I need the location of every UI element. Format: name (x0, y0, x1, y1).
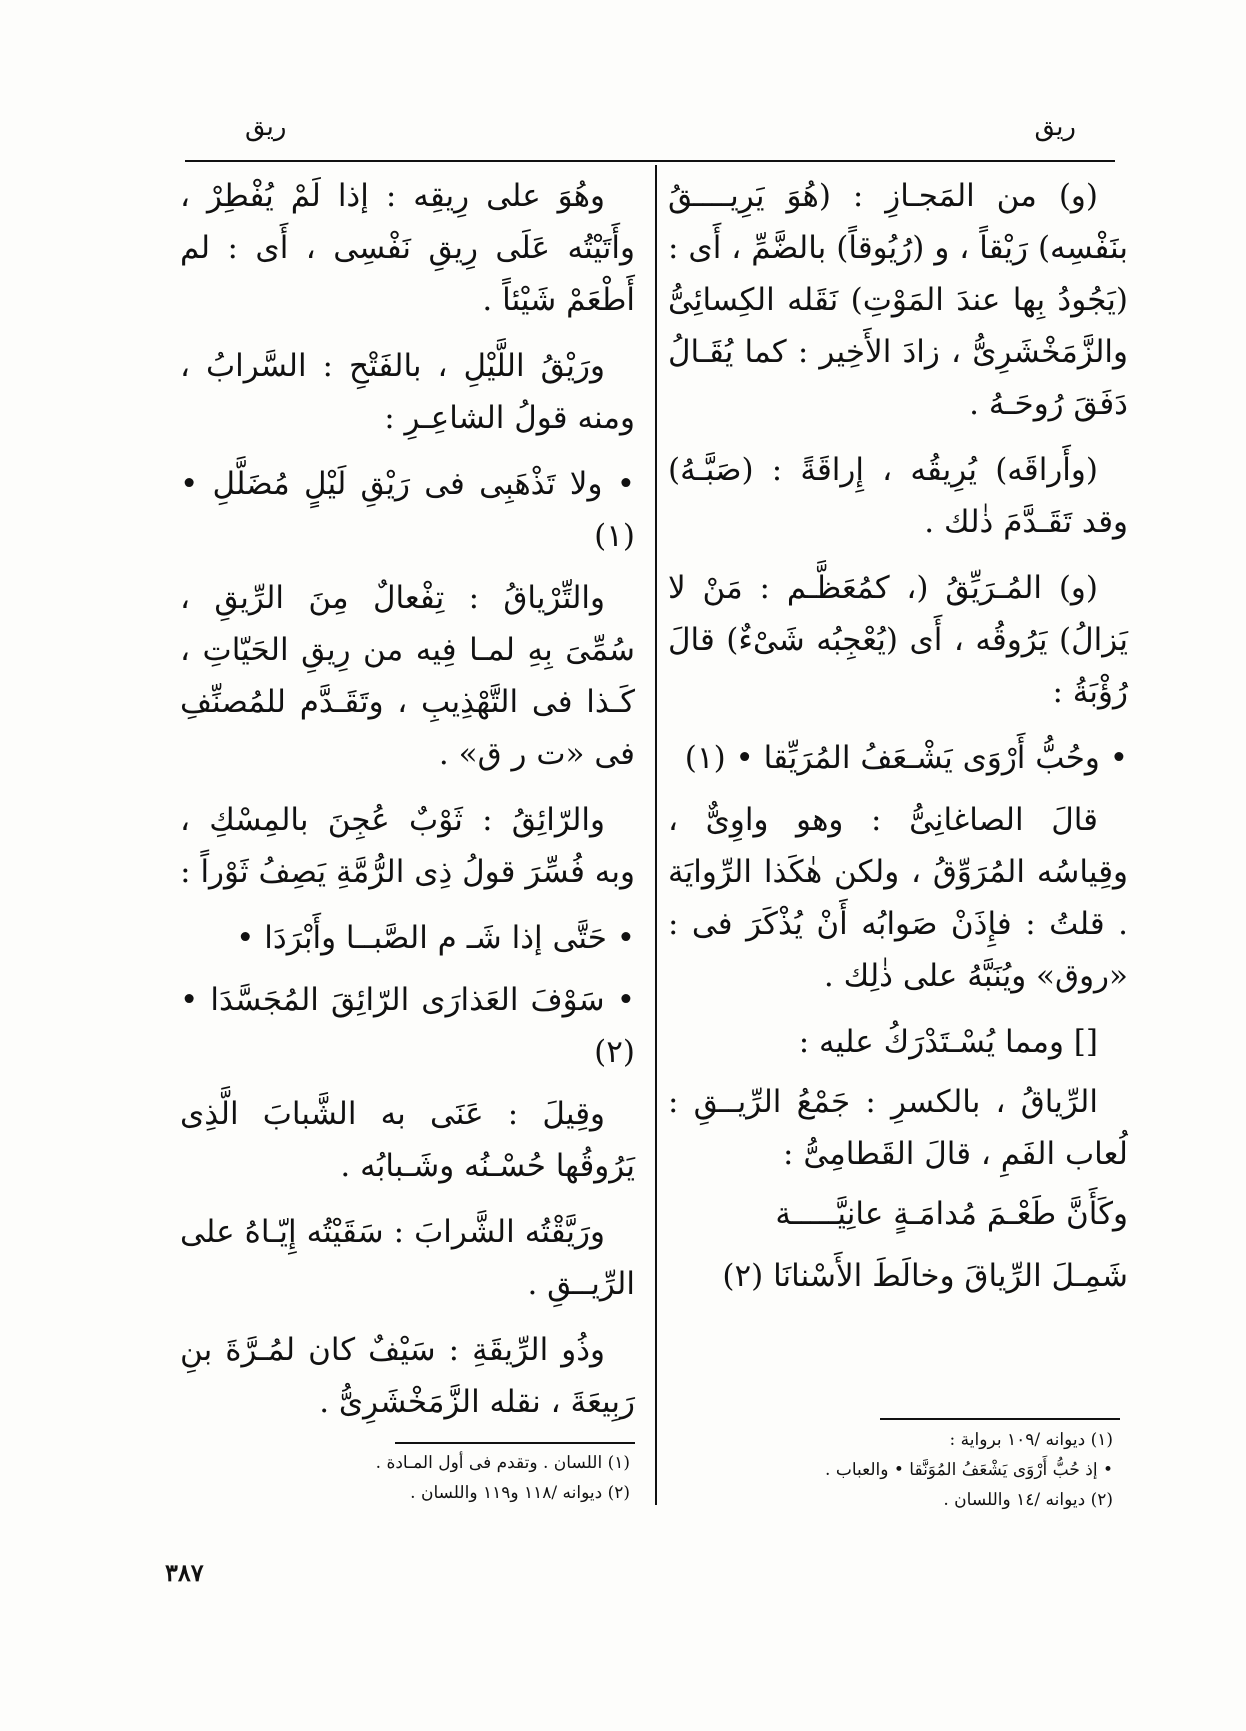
verse-line: • ولا تَذْهَبِى فى رَيْقِ لَيْلٍ مُضَلَّلِ • (١) (180, 466, 635, 554)
paragraph: [] ومما يُسْـتَدْرَكُ عليه : (798, 1024, 1098, 1060)
header-rule (185, 160, 1115, 162)
footnote: • إذ حُبُّ أَرْوَى يَشْعَفُ المُوَنَّقا • والعباب . (825, 1460, 1113, 1480)
paragraph: (وأَراقَه) يُرِيقُه ، إِراقَةً : (صَبَّـهُ) وقد تَقَـدَّمَ ذٰلك . (668, 452, 1128, 540)
verse-line: شَمِـلَ الرِّياقَ وخالَطَ الأَسْنانَا (٢) (722, 1258, 1128, 1294)
footnote: (١) اللسان . وتقدم فى أول المـادة . (375, 1453, 630, 1473)
right-column (668, 170, 1128, 1312)
footnotes-right (668, 1425, 1113, 1515)
verse-line: • حَتَّى إذا شَـ م الصَّبــا وأَبْرَدَا • (236, 920, 635, 956)
verse-line: • سَوْفَ العَذارَى الرّائِقَ المُجَسَّدَا • (٢) (180, 982, 635, 1070)
verse-line: • وحُبُّ أَرْوَى يَشْـعَفُ المُرَيِّقا • (١) (684, 740, 1128, 776)
verse-line: وكَأَنَّ طَعْـمَ مُدامَـةٍ عانِيَّـــــة (775, 1196, 1128, 1232)
paragraph: قالَ الصاغانِىُّ : وهو واوِىٌّ ، وقِياسُه المُرَوِّقُ ، ولكن هٰكَذا الرِّوايَة . قلتُ : فإِذَنْ صَوابُه أَنْ يُذْكَرَ فى : «روق» ويُنَبَّهُ على ذٰلِك . (668, 802, 1128, 994)
footnote-rule-right (880, 1418, 1120, 1420)
running-header-left: ريق (245, 112, 287, 142)
paragraph: (و) من المَجـازِ : (هُوَ يَرِيــــقُ بنَفْسِه) رَيْقاً ، و (رُيُوقاً) بالضَّمِّ ، أَى : (يَجُودُ بِها عندَ المَوْتِ) نَقَله الكِسائِىُّ والزَّمَخْشَرِىُّ ، زادَ الأَخِير : كما يُقَـالُ دَفَقَ رُوحَـهُ . (668, 178, 1128, 422)
paragraph: (و) المُـرَيِّقُ (، كمُعَظَّـم : مَنْ لا يَزالُ) يَرُوقُه ، أَى (يُعْجِبُه شَىْءٌ) قالَ رُؤْبَةُ : (668, 570, 1128, 710)
paragraph: ورَيْقُ اللَّيْلِ ، بالفَتْحِ : السَّرابُ ، ومنه قولُ الشاعِـرِ : (180, 348, 635, 436)
paragraph: والتِّرْياقُ : تِفْعالٌ مِنَ الرِّيقِ ، سُمِّىَ بِهِ لمـا فِيه من رِيقِ الحَيّاتِ ، كَـذا فى التَّهْذِيبِ ، وتَقَـدَّم للمُصنِّفِ فى «ت ر ق» . (180, 580, 635, 772)
footnote: (٢) ديوانه /١٤ واللسان . (943, 1490, 1113, 1510)
paragraph: وقِيلَ : عَنَى به الشَّبابَ الَّذِى يَرُوقُها حُسْـنُه وشَـبابُه . (180, 1096, 635, 1184)
footnotes-left (330, 1448, 630, 1508)
paragraph: وذُو الرِّيقَةِ : سَيْفٌ كان لمُـرَّةَ بنِ رَبِيعَةَ ، نقله الزَّمَخْشَرِىُّ . (180, 1332, 635, 1420)
footnote: (٢) ديوانه /١١٨ و١١٩ واللسان . (410, 1483, 630, 1503)
paragraph: وهُوَ على رِيقِه : إذا لَمْ يُفْطِرْ ، وأَتَيْتُه عَلَى رِيقِ نَفْسِى ، أَى : لم أَطْعَمْ شَيْئاً . (180, 178, 635, 318)
paragraph: والرّائِقُ : ثَوْبٌ عُجِنَ بالمِسْكِ ، وبه فُسِّرَ قولُ ذِى الرُّمَّةِ يَصِفُ ثَوْراً : (180, 802, 635, 890)
paragraph: ورَيَّقْتُه الشَّرابَ : سَقَيْتُه إِيّـاهُ على الرِّيــقِ . (180, 1214, 635, 1302)
paragraph: الرِّياقُ ، بالكسرِ : جَمْعُ الرِّيــقِ : لُعاب الفَمِ ، قالَ القَطامِىُّ : (668, 1084, 1128, 1172)
left-column (180, 170, 635, 1442)
footnote: (١) ديوانه /١٠٩ برواية : (949, 1430, 1113, 1450)
footnote-rule-left (395, 1442, 635, 1444)
page-number: ٣٨٧ (165, 1558, 204, 1587)
column-divider (655, 165, 657, 1505)
running-header-right: ريق (1034, 112, 1076, 142)
